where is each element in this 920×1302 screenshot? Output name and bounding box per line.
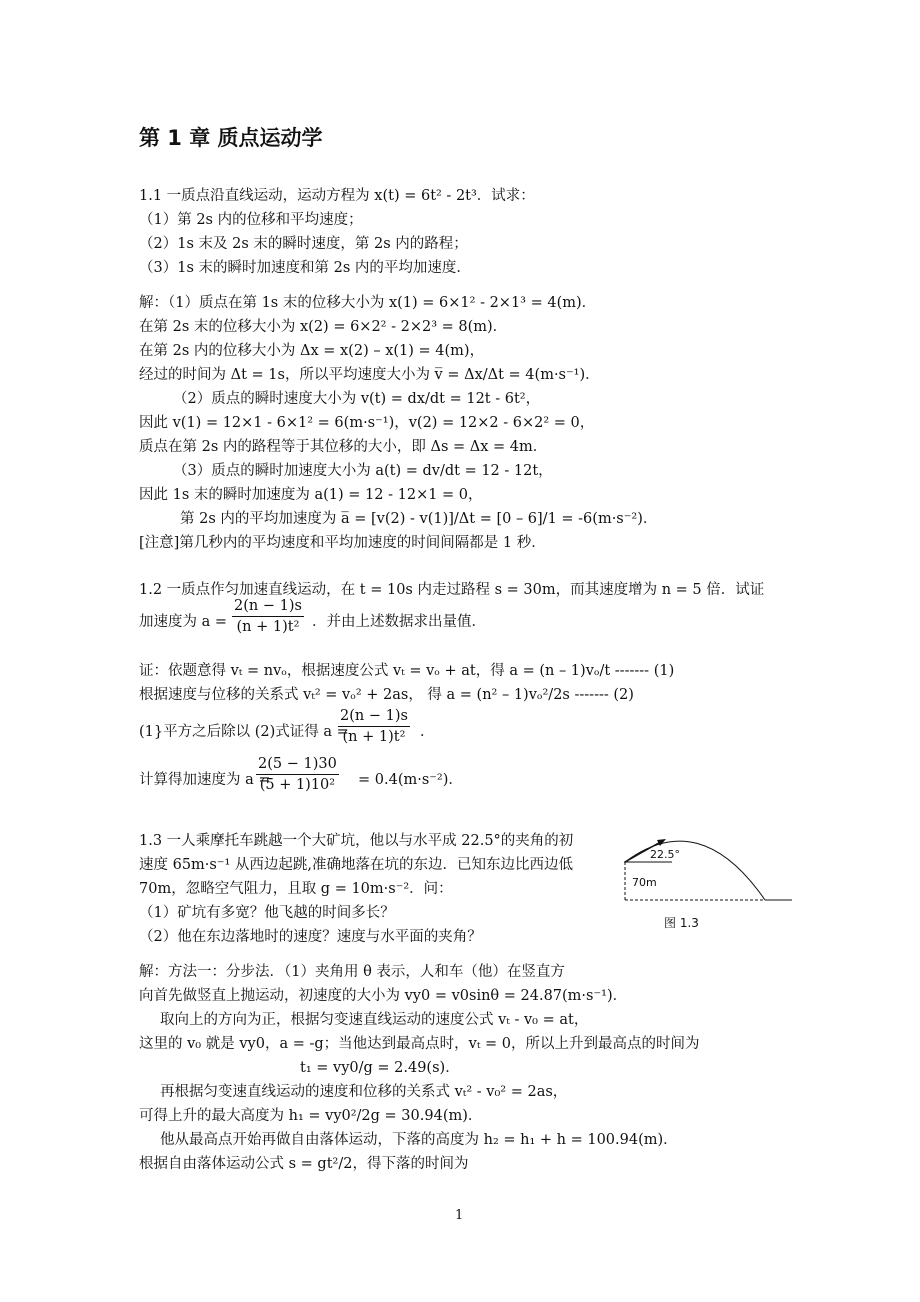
page-number: 1: [455, 1208, 464, 1223]
solution-1-1-line: 质点在第 2s 内的路程等于其位移的大小，即 Δs = Δx = 4m．: [139, 439, 548, 455]
proof-1-2-line: 证：依题意得 vₜ = nvₒ，根据速度公式 vₜ = vₒ + at，得 a = (n – 1)vₒ/t ------- (1): [139, 663, 675, 679]
proof-1-2-line: 根据速度与位移的关系式 vₜ² = vₒ² + 2as， 得 a = (n² – 1)vₒ²/2s ------- (2): [139, 687, 634, 703]
problem-1-1-part3: （3）1s 末的瞬时加速度和第 2s 内的平均加速度．: [139, 260, 471, 276]
fraction-denominator: (5 + 1)10²: [259, 777, 336, 793]
problem-1-2-statement: 1.2 一质点作匀加速直线运动，在 t = 10s 内走过路程 s = 30m，而其速度增为 n = 5 倍．试证: [139, 582, 765, 598]
problem-1-1-part1: （1）第 2s 内的位移和平均速度；: [139, 212, 363, 228]
fraction-denominator: (n + 1)t²: [342, 729, 406, 745]
solution-1-1-line: 经过的时间为 Δt = 1s，所以平均速度大小为 v̅ = Δx/Δt = 4(m·s⁻¹)．: [139, 367, 600, 383]
proof-1-2-result-suffix: = 0.4(m·s⁻²)．: [358, 772, 463, 788]
problem-1-3-statement: 速度 65m·s⁻¹ 从西边起跳,准确地落在坑的东边．已知东边比西边低: [139, 857, 574, 873]
solution-1-1-line: 在第 2s 内的位移大小为 Δx = x(2) – x(1) = 4(m)，: [139, 343, 485, 359]
solution-1-1-line: 因此 1s 末的瞬时加速度为 a(1) = 12 - 12×1 = 0，: [139, 487, 483, 503]
solution-1-3-line: 取向上的方向为正，根据匀变速直线运动的速度公式 vₜ - v₀ = at，: [160, 1012, 589, 1028]
problem-1-2-formula-prefix: 加速度为 a =: [139, 614, 228, 630]
chapter-title: 第 1 章 质点运动学: [139, 126, 323, 150]
fraction-numerator: 2(n − 1)s: [340, 708, 408, 724]
problem-1-3-statement: 70m，忽略空气阻力，且取 g = 10m·s⁻²．问：: [139, 881, 453, 897]
solution-1-1-line: 解：（1）质点在第 1s 末的位移大小为 x(1) = 6×1² - 2×1³ = 4(m)．: [139, 295, 597, 311]
height-label: 70m: [632, 876, 657, 889]
formula-fraction: [338, 708, 410, 745]
formula-fraction: [256, 756, 339, 793]
problem-1-1-statement: 1.1 一质点沿直线运动，运动方程为 x(t) = 6t² - 2t³．试求：: [139, 188, 535, 204]
angle-label: 22.5°: [650, 848, 680, 861]
solution-1-3-line: 根据自由落体运动公式 s = gt²/2，得下落的时间为: [139, 1156, 469, 1172]
figure-caption: 图 1.3: [664, 916, 699, 930]
fraction-denominator: (n + 1)t²: [236, 619, 300, 635]
solution-1-1-note: [注意]第几秒内的平均速度和平均加速度的时间间隔都是 1 秒．: [139, 535, 546, 551]
solution-1-1-line: 在第 2s 末的位移大小为 x(2) = 6×2² - 2×2³ = 8(m)．: [139, 319, 508, 335]
solution-1-3-line: 向首先做竖直上抛运动，初速度的大小为 vy0 = v0sinθ = 24.87(m·s⁻¹)．: [139, 988, 628, 1004]
proof-1-2-result-prefix: 计算得加速度为 a =: [139, 772, 271, 788]
solution-1-3-line: 可得上升的最大高度为 h₁ = vy0²/2g = 30.94(m)．: [139, 1108, 483, 1124]
solution-1-3-line: 解：方法一：分步法．（1）夹角用 θ 表示，人和车（他）在竖直方: [139, 964, 565, 980]
solution-1-1-line: 第 2s 内的平均加速度为 a̅ = [v(2) - v(1)]/Δt = [0 – 6]/1 = -6(m·s⁻²)．: [180, 511, 658, 527]
figure-1-3: [620, 818, 800, 934]
solution-1-1-line: 因此 v(1) = 12×1 - 6×1² = 6(m·s⁻¹)，v(2) = 12×2 - 6×2² = 0，: [139, 415, 595, 431]
solution-1-3-line: t₁ = vy0/g = 2.49(s)．: [300, 1060, 460, 1076]
solution-1-1-line: （2）质点的瞬时速度大小为 v(t) = dx/dt = 12t - 6t²，: [173, 391, 541, 407]
solution-1-1-line: （3）质点的瞬时加速度大小为 a(t) = dv/dt = 12 - 12t，: [173, 463, 553, 479]
problem-1-3-part2: （2）他在东边落地时的速度？速度与水平面的夹角？: [139, 929, 482, 945]
solution-1-3-line: 这里的 v₀ 就是 vy0，a = -g；当他达到最高点时，vₜ = 0，所以上升到最高点的时间为: [139, 1036, 700, 1052]
fraction-numerator: 2(n − 1)s: [234, 598, 302, 614]
proof-1-2-formula-prefix: (1}平方之后除以 (2)式证得 a =: [139, 724, 349, 740]
fraction-numerator: 2(5 − 1)30: [258, 756, 337, 772]
problem-1-3-statement: 1.3 一人乘摩托车跳越一个大矿坑，他以与水平成 22.5°的夹角的初: [139, 833, 574, 849]
formula-fraction: [232, 598, 304, 635]
problem-1-2-formula-suffix: ．并由上述数据求出量值．: [312, 614, 486, 630]
solution-1-3-line: 再根据匀变速直线运动的速度和位移的关系式 vₜ² - v₀² = 2as，: [160, 1084, 568, 1100]
problem-1-3-part1: （1）矿坑有多宽？他飞越的时间多长？: [139, 905, 395, 921]
solution-1-3-line: 他从最高点开始再做自由落体运动，下落的高度为 h₂ = h₁ + h = 100.94(m)．: [160, 1132, 678, 1148]
problem-1-1-part2: （2）1s 末及 2s 末的瞬时速度，第 2s 内的路程；: [139, 236, 468, 252]
proof-1-2-formula-suffix: ．: [420, 724, 435, 740]
